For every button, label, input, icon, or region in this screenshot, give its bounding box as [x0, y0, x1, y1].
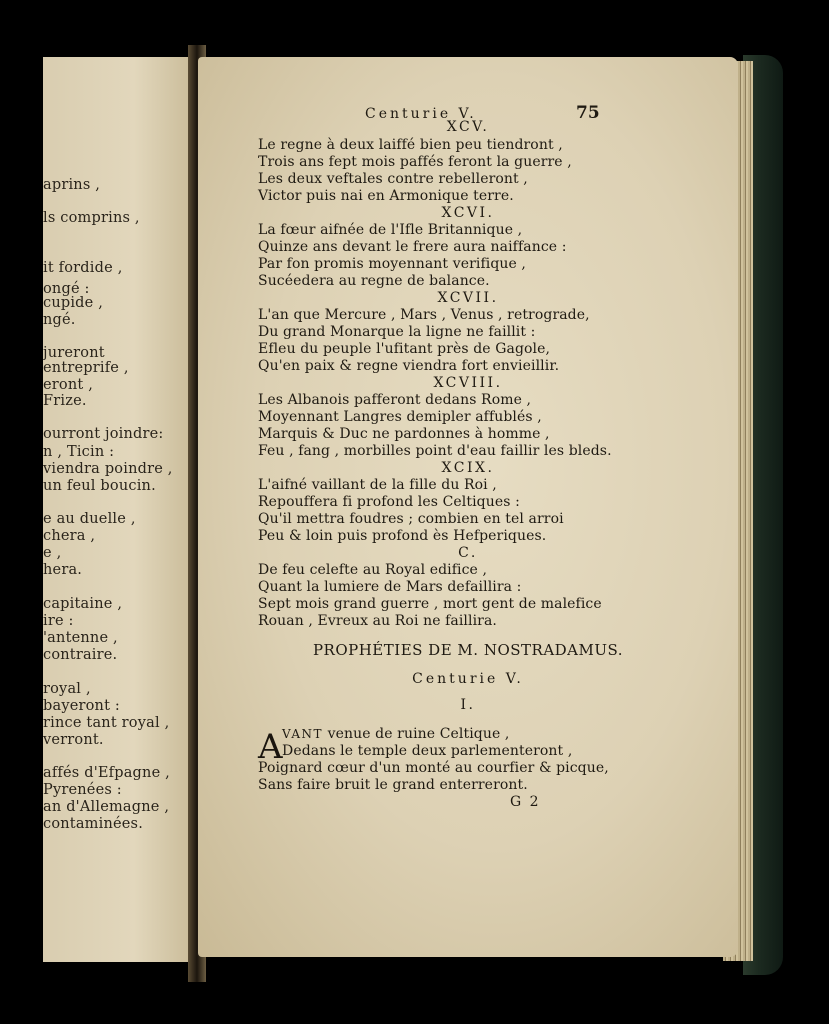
left-line: bayeront :: [43, 698, 121, 714]
verse-line: Feu , fang , morbilles point d'eau faillir les bleds.: [258, 443, 612, 459]
left-line: aprins ,: [43, 177, 101, 193]
left-line: Frize.: [43, 393, 87, 409]
verse-line: L'an que Mercure , Mars , Venus , retrograde,: [258, 307, 590, 323]
left-line: entreprife ,: [43, 360, 129, 376]
left-line: ongé :: [43, 281, 90, 297]
left-line: contraire.: [43, 647, 118, 663]
verse-line: Sans faire bruit le grand enterreront.: [258, 777, 528, 793]
verse-line: Le regne à deux laiffé bien peu tiendront ,: [258, 137, 563, 153]
verse-line: Qu'il mettra foudres ; combien en tel arroi: [258, 511, 564, 527]
left-line: ourront joindre:: [43, 426, 164, 442]
verse-line: De feu celefte au Royal edifice ,: [258, 562, 488, 578]
verse-line: Moyennant Langres demipler affublés ,: [258, 409, 542, 425]
verse-line: Poignard cœur d'un monté au courfier & picque,: [258, 760, 609, 776]
verse-line: Peu & loin puis profond ès Hefperiques.: [258, 528, 547, 544]
first-word-smallcaps: VANT: [282, 727, 324, 741]
running-head: Centurie V.: [365, 106, 477, 122]
quatrain-number: C.: [458, 545, 478, 561]
right-page: [198, 57, 738, 957]
quatrain-number: XCVII.: [437, 290, 499, 306]
left-line: affés d'Efpagne ,: [43, 765, 170, 781]
left-line: jureront: [43, 345, 105, 361]
verse-line: Les deux veftales contre rebelleront ,: [258, 171, 528, 187]
verse-line: Les Albanois pafferont dedans Rome ,: [258, 392, 532, 408]
verse-line: Quant la lumiere de Mars defaillira :: [258, 579, 522, 595]
left-line: eront ,: [43, 377, 94, 393]
left-line: e au duelle ,: [43, 511, 136, 527]
section-title: PROPHÉTIES DE M. NOSTRADAMUS.: [312, 641, 624, 659]
left-line: ire :: [43, 613, 74, 629]
left-line: capitaine ,: [43, 596, 123, 612]
left-line: royal ,: [43, 681, 91, 697]
drop-cap: A: [258, 727, 283, 767]
left-line: un feul boucin.: [43, 478, 156, 494]
verse-line: Par fon promis moyennant verifique ,: [258, 256, 526, 272]
left-line: ls comprins ,: [43, 210, 140, 226]
page-number: 75: [576, 103, 600, 123]
signature-mark: G 2: [510, 794, 541, 810]
left-line: n , Ticin :: [43, 444, 115, 460]
left-line: an d'Allemagne ,: [43, 799, 170, 815]
left-line: e ,: [43, 545, 62, 561]
photo-frame: [43, 45, 785, 982]
verse-line: Dedans le temple deux parlementeront ,: [282, 743, 573, 759]
left-line: it fordide ,: [43, 260, 123, 276]
verse-line: Efleu du peuple l'ufitant près de Gagole,: [258, 341, 551, 357]
left-line: Pyrenées :: [43, 782, 122, 798]
verse-line: Rouan , Evreux au Roi ne faillira.: [258, 613, 497, 629]
quatrain-number: XCVI.: [441, 205, 495, 221]
verse-line: Qu'en paix & regne viendra fort envieillir.: [258, 358, 560, 374]
left-line: contaminées.: [43, 816, 143, 832]
left-page: [43, 57, 195, 962]
quatrain-number: XCVIII.: [433, 375, 503, 391]
left-line: viendra poindre ,: [43, 461, 173, 477]
quatrain-number: I.: [460, 697, 476, 713]
left-line: rince tant royal ,: [43, 715, 170, 731]
verse-line: Sept mois grand guerre , mort gent de malefice: [258, 596, 602, 612]
verse-line: [282, 726, 509, 742]
left-line: chera ,: [43, 528, 96, 544]
left-line: cupide ,: [43, 295, 104, 311]
verse-line: Quinze ans devant le frere aura naiffance :: [258, 239, 567, 255]
verse-line: Du grand Monarque la ligne ne faillit :: [258, 324, 536, 340]
verse-line: Marquis & Duc ne pardonnes à homme ,: [258, 426, 550, 442]
left-line: hera.: [43, 562, 83, 578]
verse-line-rest: venue de ruine Celtique ,: [327, 726, 510, 742]
quatrain-number: XCV.: [446, 119, 490, 135]
verse-line: Trois ans fept mois paffés feront la guerre ,: [258, 154, 572, 170]
verse-line: Sucéedera au regne de balance.: [258, 273, 490, 289]
verse-line: L'aifné vaillant de la fille du Roi ,: [258, 477, 497, 493]
verse-line: Repouffera fi profond les Celtiques :: [258, 494, 520, 510]
section-subhead: Centurie V.: [412, 671, 524, 687]
quatrain-number: XCIX.: [441, 460, 495, 476]
verse-line: La fœur aifnée de l'Ifle Britannique ,: [258, 222, 523, 238]
verse-line: Victor puis nai en Armonique terre.: [258, 188, 514, 204]
left-line: 'antenne ,: [43, 630, 118, 646]
left-line: verront.: [43, 732, 104, 748]
left-line: ngé.: [43, 312, 76, 328]
